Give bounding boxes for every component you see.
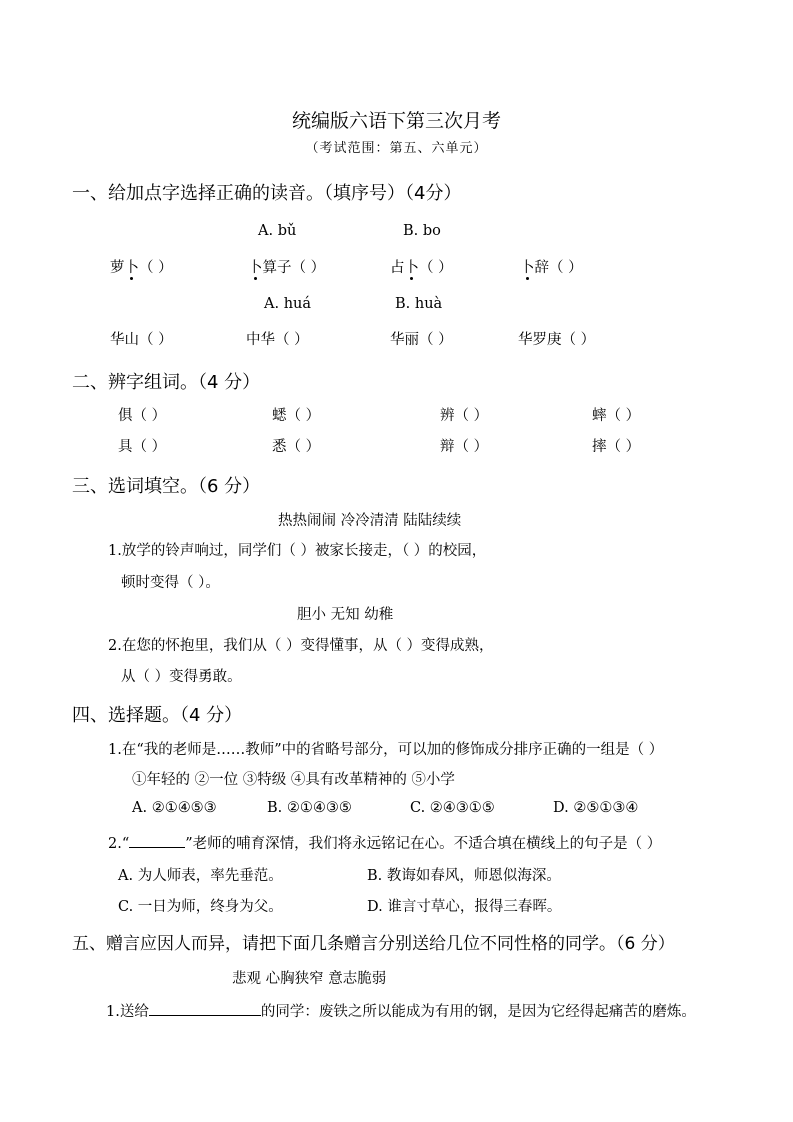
section-2-heading: 二、辨字组词。（4 分） bbox=[72, 372, 261, 393]
section-4-heading: 四、选择题。（4 分） bbox=[72, 705, 243, 726]
section-1-heading: 一、给加点字选择正确的读音。（填序号）（4分） bbox=[72, 183, 462, 204]
char-ju1: 俱（ ） bbox=[118, 408, 167, 424]
page-subtitle: （考试范围：第五、六单元） bbox=[305, 141, 488, 156]
item-zhanbu: 占卜（ ） bbox=[390, 260, 453, 276]
dotted-char: 卜 bbox=[124, 260, 139, 276]
question-4-1: 1.在“我的老师是……教师”中的省略号部分，可以加的修饰成分排序正确的一组是（ ） bbox=[108, 742, 664, 758]
char-shuai1: 蟀（ ） bbox=[592, 408, 641, 424]
question-5-1: 1.送给 的同学：废铁之所以能成为有用的钢，是因为它经得起痛苦的磨炼。 bbox=[106, 1004, 696, 1020]
item-hualuogeng: 华罗庚（ ） bbox=[518, 332, 596, 348]
question-3-1-line2: 顿时变得（ ）。 bbox=[121, 575, 220, 591]
choice-4-1-b: B. ②①④③⑤ bbox=[267, 800, 352, 816]
item-buci: 卜辞（ ） bbox=[520, 260, 583, 276]
char-bian2: 辩（ ） bbox=[440, 439, 489, 455]
fill-blank-line bbox=[149, 1014, 261, 1016]
item-busuanzi: 卜算子（ ） bbox=[248, 260, 326, 276]
option-a-bu: A. bǔ bbox=[258, 223, 297, 239]
fill-blank-line bbox=[129, 846, 185, 848]
section-5-heading: 五、赠言应因人而异，请把下面几条赠言分别送给几位不同性格的同学。（6 分） bbox=[72, 934, 675, 954]
choice-4-1-a: A. ②①④⑤③ bbox=[132, 800, 217, 816]
char-xi: 蟋（ ） bbox=[272, 408, 321, 424]
choice-4-2-a: A. 为人师表，率先垂范。 bbox=[118, 868, 283, 884]
word-bank-3: 悲观 心胸狭窄 意志脆弱 bbox=[232, 971, 387, 987]
question-3-2-line2: 从（ ）变得勇敢。 bbox=[121, 669, 242, 685]
page-title: 统编版六语下第三次月考 bbox=[291, 110, 501, 132]
char-ju2: 具（ ） bbox=[118, 439, 167, 455]
char-shuai2: 摔（ ） bbox=[592, 439, 641, 455]
item-zhonghua: 中华（ ） bbox=[246, 332, 309, 348]
question-3-1-line1: 1.放学的铃声响过，同学们（ ）被家长接走，（ ）的校园， bbox=[108, 543, 487, 559]
choice-4-2-b: B. 教诲如春风，师恩似海深。 bbox=[367, 868, 561, 884]
question-4-1-items: ①年轻的 ②一位 ③特级 ④具有改革精神的 ⑤小学 bbox=[132, 772, 455, 788]
option-b-bo: B. bo bbox=[403, 223, 441, 239]
choice-4-1-c: C. ②④③①⑤ bbox=[410, 800, 495, 816]
char-bian1: 辨（ ） bbox=[440, 408, 489, 424]
question-4-2: 2.“ ”老师的哺育深情，我们将永远铭记在心。不适合填在横线上的句子是（ ） bbox=[108, 836, 662, 852]
dotted-char: 卜 bbox=[248, 260, 263, 276]
dotted-char: 卜 bbox=[404, 260, 419, 276]
item-huashan: 华山（ ） bbox=[110, 332, 173, 348]
option-a-hua2: A. huá bbox=[264, 296, 312, 312]
word-bank-2: 胆小 无知 幼稚 bbox=[297, 607, 394, 623]
item-huali: 华丽（ ） bbox=[390, 332, 453, 348]
choice-4-2-c: C. 一日为师，终身为父。 bbox=[118, 899, 283, 915]
choice-4-2-d: D. 谁言寸草心，报得三春晖。 bbox=[367, 899, 562, 915]
item-luobo: 萝卜（ ） bbox=[110, 260, 173, 276]
char-xi2: 悉（ ） bbox=[272, 439, 321, 455]
dotted-char: 卜 bbox=[520, 260, 535, 276]
word-bank-1: 热热闹闹 冷冷清清 陆陆续续 bbox=[278, 513, 462, 529]
section-3-heading: 三、选词填空。（6 分） bbox=[72, 476, 261, 497]
question-3-2-line1: 2.在您的怀抱里，我们从（ ）变得懂事，从（ ）变得成熟， bbox=[108, 638, 494, 654]
choice-4-1-d: D. ②⑤①③④ bbox=[553, 800, 639, 816]
option-b-hua4: B. huà bbox=[395, 296, 443, 312]
